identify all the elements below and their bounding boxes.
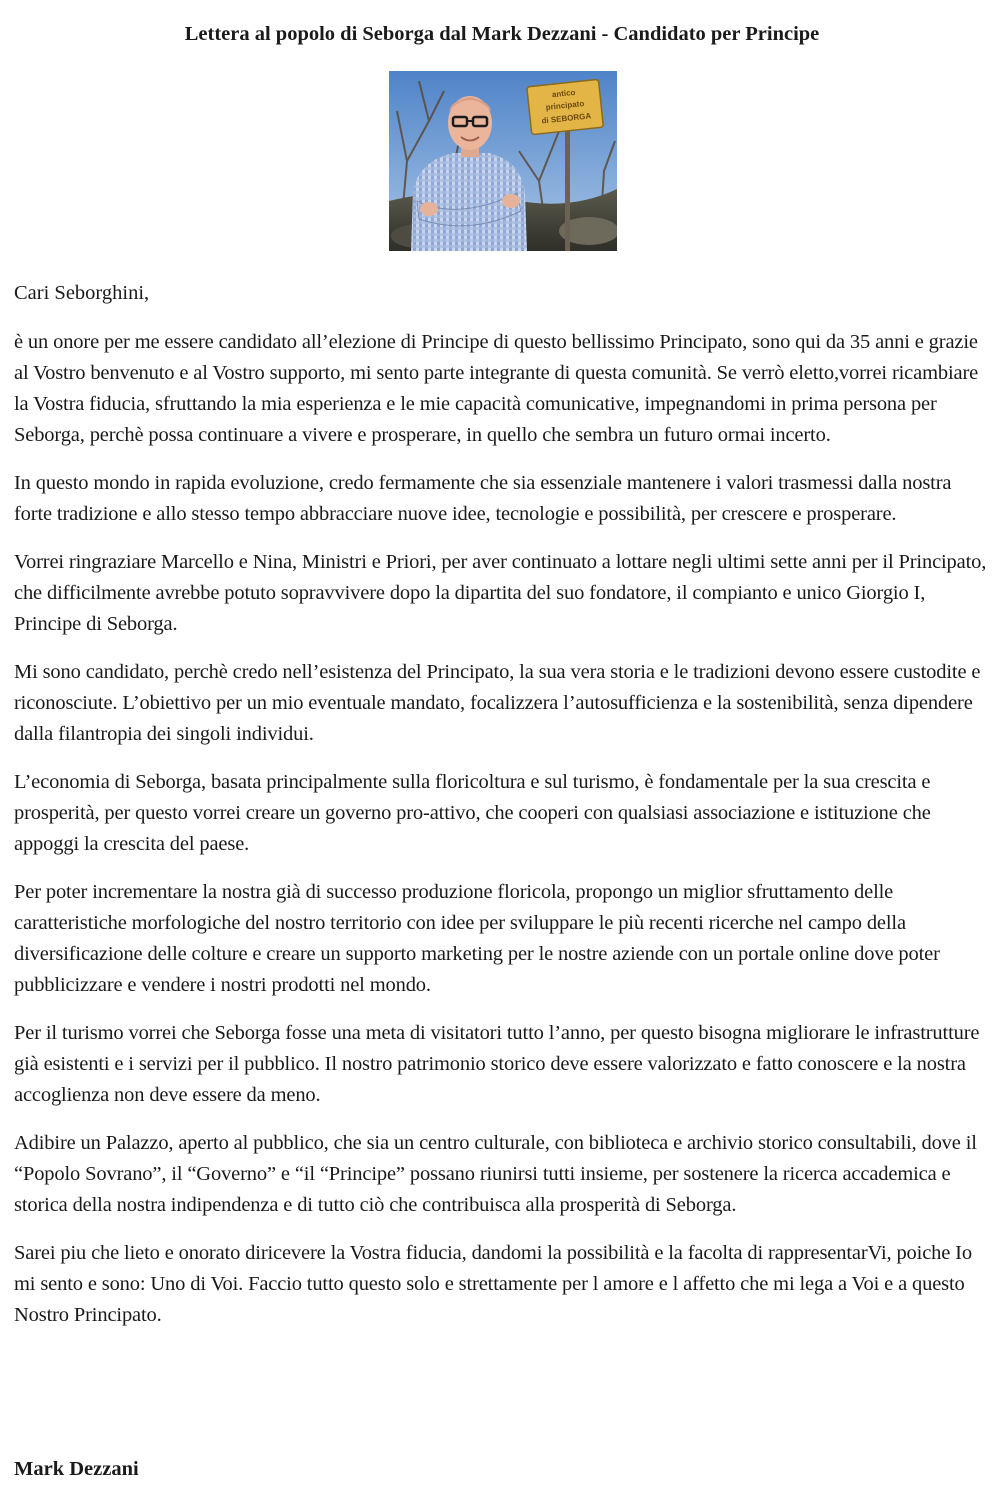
letter-paragraph: è un onore per me essere candidato all’elezione di Principe di questo bellissimo Principato, sono qui da 35 anni e grazie al Vostro benvenuto e al Vostro supporto, mi sento parte integrante di questa comunità. Se verrò eletto,vorrei ricambiare la Vostra fiducia, sfruttando la mia esperienza e le mie capacità comunicative, impegnandomi in prima persona per Seborga, perchè possa continuare a vivere e prosperare, in quello che sembra un futuro ormai incerto. (14, 331, 979, 446)
letter-paragraph: Sarei piu che lieto e onorato diricevere la Vostra fiducia, dandomi la possibilità e la facolta di rappresentarVi, poiche Io mi sento e sono: Uno di Voi. Faccio tutto questo solo e strettamente per l amore e l affetto che mi lega a Voi e a questo Nostro Principato. (14, 1242, 972, 1326)
candidate-photo (389, 71, 617, 251)
letter-signature: Mark Dezzani (14, 1458, 139, 1480)
letter-paragraph: Vorrei ringraziare Marcello e Nina, Ministri e Priori, per aver continuato a lottare negli ultimi sette anni per il Principato, che difficilmente avrebbe potuto sopravvivere dopo la dipartita del suo fondatore, il compianto e unico Giorgio I, Principe di Seborga. (14, 551, 987, 635)
letter-paragraph: Per il turismo vorrei che Seborga fosse una meta di visitatori tutto l’anno, per questo bisogna migliorare le infrastrutture già esistenti e i servizi per il pubblico. Il nostro patrimonio storico deve essere valorizzato e fatto conoscere e la nostra accoglienza non deve essere da meno. (14, 1022, 980, 1106)
letter-paragraph: Adibire un Palazzo, aperto al pubblico, che sia un centro culturale, con biblioteca e archivio storico consultabili, dove il “Popolo Sovrano”, il “Governo” e “il “Principe” possano riunirsi tutti insieme, per sostenere la ricerca accademica e storica della nostra indipendenza e di tutto ciò che contribuisca alla prosperità di Seborga. (14, 1132, 977, 1216)
letter-greeting: Cari Seborghini, (14, 282, 150, 304)
letter-body (14, 327, 990, 1348)
sign-text-line-2: principato (545, 99, 585, 112)
sign-text-line-1: antico (551, 87, 576, 100)
letter-title: Lettera al popolo di Seborga dal Mark Dezzani - Candidato per Principe (184, 23, 820, 45)
letter-paragraph: Per poter incrementare la nostra già di successo produzione floricola, propongo un miglior sfruttamento delle caratteristiche morfologiche del nostro territorio con idee per sviluppare le più recenti ricerche nel campo della diversificazione delle colture e creare un supporto marketing per le nostre aziende con un portale online dove poter pubblicizzare e vendere i nostri prodotti nel mondo. (14, 881, 940, 996)
sign-text-line-3: di SEBORGA (541, 111, 592, 126)
letter-paragraph: Mi sono candidato, perchè credo nell’esistenza del Principato, la sua vera storia e le tradizioni devono essere custodite e riconosciute. L’obiettivo per un mio eventuale mandato, focalizzera l’autosufficienza e la sostenibilità, senza dipendere dalla filantropia dei singoli individui. (14, 661, 981, 745)
letter-paragraph: L’economia di Seborga, basata principalmente sulla floricoltura e sul turismo, è fondamentale per la sua crescita e prosperità, per questo vorrei creare un governo pro-attivo, che cooperi con qualsiasi associazione e istituzione che appoggi la crescita del paese. (14, 771, 931, 855)
letter-paragraph: In questo mondo in rapida evoluzione, credo fermamente che sia essenziale mantenere i valori trasmessi dalla nostra forte tradizione e allo stesso tempo abbracciare nuove idee, tecnologie e possibilità, per crescere e prosperare. (14, 472, 952, 525)
